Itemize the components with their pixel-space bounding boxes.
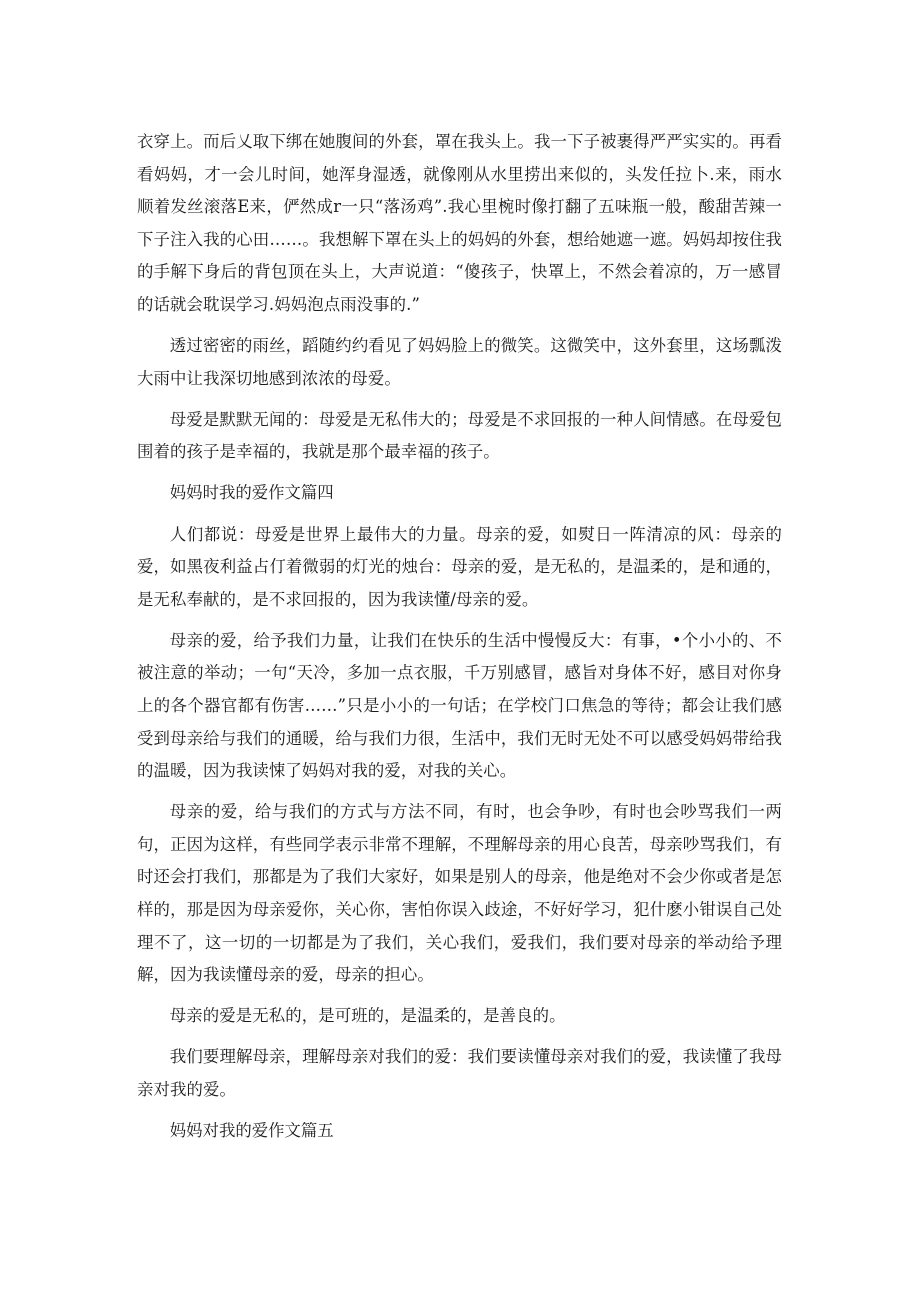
paragraph-2: 透过密密的雨丝，蹈随约约看见了妈妈脸上的微笑。这微笑中，这外套里，这场瓢泼大雨中让我深切地感到浓浓的母爱。 [137, 336, 782, 388]
paragraph-8: 母亲的爱是无私的，是可班的，是温柔的，是善良的。 [169, 1006, 566, 1026]
paragraph-1: 衣穿上。而后乂取下绑在她腹间的外套，罩在我头上。我一下子被裹得严严实实的。再看看妈妈，才一会儿时间，她浑身湿透，就像刚从水里捞出来似的，头发任拉卜.来，雨水顺着发丝滚落E来，俨然成r一只“落汤鸡”.我心里椀时像打翻了五味瓶一般，酸甜苦辣一下子注入我的心田……。我想解下罩在头上的妈妈的外套，想给她遮一遮。妈妈却按住我的手解下身后的背包顶在头上，大声说道：“傻孩子，快罩上，不然会着凉的，万一感冒的话就会耽误学习.妈妈泡点雨没事的.” [137, 132, 782, 314]
paragraph-7: 母亲的爱，给与我们的方式与方法不同，有时，也会争吵，有时也会吵骂我们一两句，正因为这样，有些同学表示非常不理解，不理解母亲的用心良苦，母亲吵骂我们，有时还会打我们，那都是为了我们大家好，如果是别人的母亲，他是绝对不会少你或者是怎样的，那是因为母亲爱你，关心你，害怕你误入歧途，不好好学习，犯什麽小钳误自己处理不了，这一切的一切都是为了我们，关心我们，爱我们，我们要对母亲的举动给予理解，因为我读懂母亲的爱，母亲的担心。 [137, 802, 782, 985]
paragraph-5: 人们都说：母爱是世界上最伟大的力量。母亲的爱，如熨日一阵清凉的风：母亲的爱，如黑夜利益占仃着微弱的灯光的烛台：母亲的爱，是无私的，是温柔的，是和通的，是无私奉献的，是不求回报的，因为我读懂/母亲的爱。 [137, 524, 782, 609]
paragraph-6: 母亲的爱，给予我们力量，让我们在快乐的生活中慢慢反大：有事，•个小小的、不被注意的举动；一句“天冷，多加一点衣服，千万别感冒，感旨对身体不好，感目对你身上的各个器官都有伤害……”只是小小的一句话；在学校门口焦急的等待；都会让我们感受到母亲给与我们的通暖，给与我们力很，生活中，我们无时无处不可以感受妈妈带给我的温暖，因为我读悚了妈妈对我的爱，对我的关心。 [137, 630, 782, 781]
paragraph-3: 母爱是默默无闻的：母爱是无私伟大的；母爱是不求回报的一种人间情感。在母爱包围着的孩子是幸福的，我就是那个最幸福的孩子。 [137, 409, 782, 462]
section-heading-5: 妈妈对我的爱作文篇五 [169, 1121, 334, 1141]
section-heading-4: 妈妈时我的爱作文篇四 [169, 483, 334, 503]
paragraph-9: 我们要理解母亲，理解母亲对我们的爱：我们要读懂母亲对我们的爱，我读懂了我母亲对我的爱。 [137, 1047, 782, 1100]
